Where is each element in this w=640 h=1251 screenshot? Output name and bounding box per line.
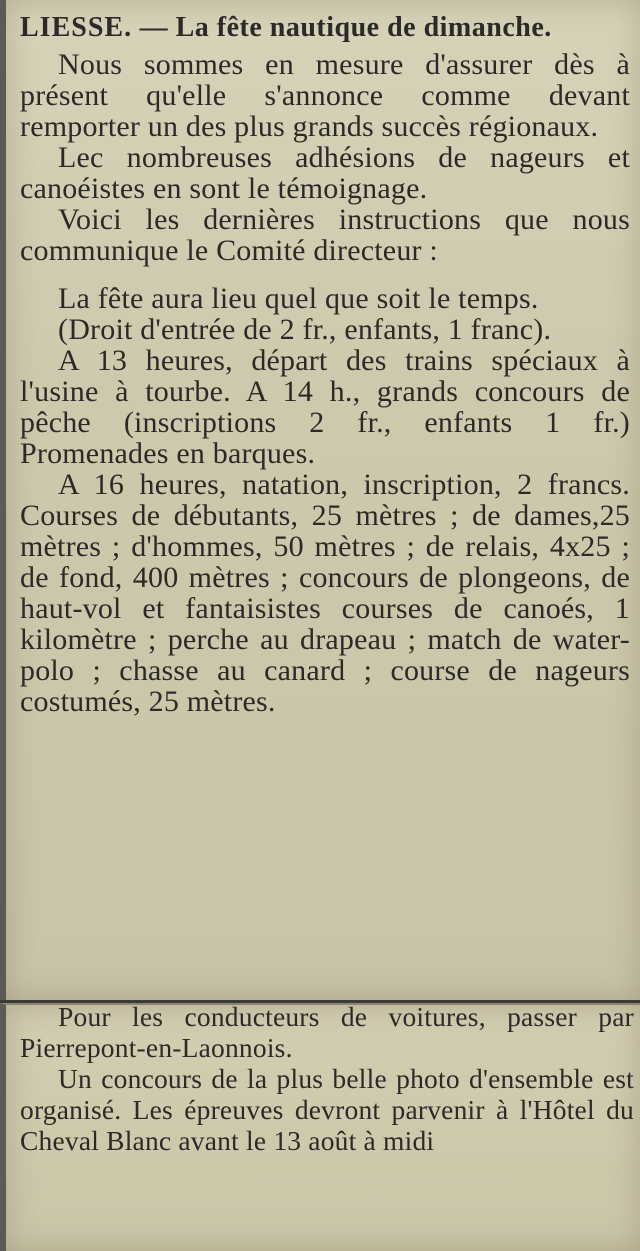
newspaper-clipping-bottom bbox=[0, 1003, 640, 1251]
headline-place: LIESSE. bbox=[20, 12, 133, 43]
program-entry-fee: (Droit d'entrée de 2 fr., enfants, 1 franc). bbox=[58, 313, 552, 346]
article-paragraph-adhesions: Lec nombreuses adhésions de nageurs et canoéistes en sont le témoignage. bbox=[20, 141, 630, 205]
article-paragraph-instructions: Voici les dernières instructions que nous communique le Comité directeur : bbox=[20, 203, 630, 267]
program-13h: A 13 heures, départ des trains spéciaux à l'usine à tourbe. A 14 h., grands concours de pêche (inscriptions 2 fr., enfants 1 fr.) Promenades en barques. bbox=[20, 344, 630, 470]
article-headline bbox=[20, 12, 630, 43]
headline-title: — La fête nautique de dimanche. bbox=[132, 12, 552, 43]
program-weather: La fête aura lieu quel que soit le temps. bbox=[58, 282, 539, 315]
photo-contest-paragraph: Un concours de la plus belle photo d'ensemble est organisé. Les épreuves devront parvenir à l'Hôtel du Cheval Blanc avant le 13 août à midi bbox=[20, 1063, 634, 1156]
paragraph-spacer bbox=[20, 266, 630, 283]
drivers-paragraph: Pour les conducteurs de voitures, passer par Pierrepont-en-Laonnois. bbox=[20, 1003, 634, 1063]
program-16h: A 16 heures, natation, inscription, 2 francs. Courses de débutants, 25 mètres ; de dames,25 mètres ; d'hommes, 50 mètres ; de relais, 4x25 ; de fond, 400 mètres ; concours de plongeons, de haut-vol et fantaisistes courses de canoés, 1 kilomètre ; perche au drapeau ; match de water-polo ; chasse au canard ; course de nageurs costumés, 25 mètres. bbox=[20, 468, 630, 718]
article-paragraph-intro: Nous sommes en mesure d'assurer dès à présent qu'elle s'annonce comme devant remporter un des plus grands succès régionaux. bbox=[20, 48, 630, 143]
